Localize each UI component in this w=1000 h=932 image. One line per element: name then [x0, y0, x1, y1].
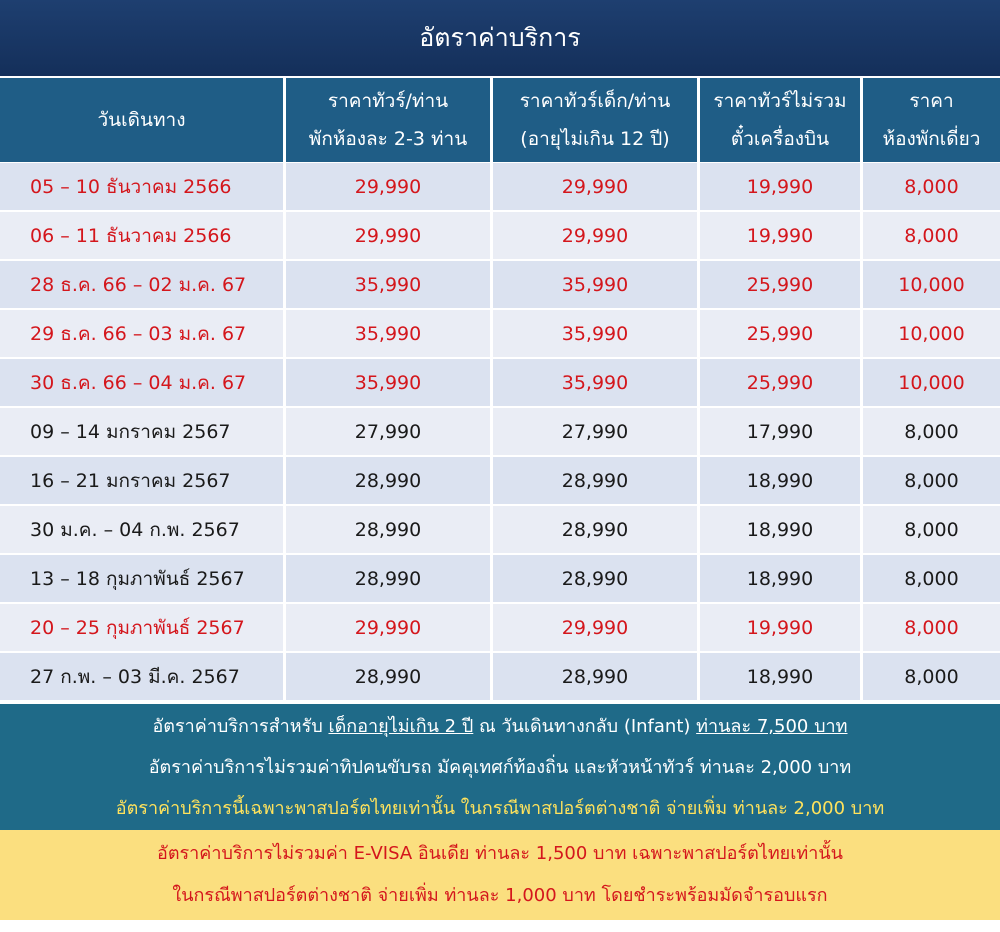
cell-single-room-price: 8,000 — [863, 408, 1000, 455]
cell-date: 29 ธ.ค. 66 – 03 ม.ค. 67 — [0, 310, 286, 357]
table-row — [0, 261, 1000, 310]
table-row — [0, 604, 1000, 653]
header-adult-price — [286, 78, 493, 162]
cell-no-ticket-price: 18,990 — [700, 457, 863, 504]
cell-no-ticket-price: 25,990 — [700, 359, 863, 406]
cell-no-ticket-price: 19,990 — [700, 163, 863, 210]
notes-blue-panel — [0, 704, 1000, 830]
cell-child-price: 29,990 — [493, 163, 700, 210]
header-line: ตั๋วเครื่องบิน — [730, 128, 830, 150]
cell-child-price: 28,990 — [493, 555, 700, 602]
cell-no-ticket-price: 19,990 — [700, 604, 863, 651]
cell-date: 20 – 25 กุมภาพันธ์ 2567 — [0, 604, 286, 651]
cell-single-room-price: 8,000 — [863, 653, 1000, 700]
table-row — [0, 506, 1000, 555]
table-row — [0, 457, 1000, 506]
cell-date: 09 – 14 มกราคม 2567 — [0, 408, 286, 455]
cell-child-price: 29,990 — [493, 212, 700, 259]
cell-adult-price: 28,990 — [286, 653, 493, 700]
cell-adult-price: 29,990 — [286, 163, 493, 210]
note-text: อัตราค่าบริการสำหรับ — [152, 715, 329, 737]
table-row — [0, 359, 1000, 408]
cell-child-price: 28,990 — [493, 506, 700, 553]
cell-date: 30 ธ.ค. 66 – 04 ม.ค. 67 — [0, 359, 286, 406]
tip-note: อัตราค่าบริการไม่รวมค่าทิปคนขับรถ มัคคุเทศก์ท้องถิ่น และหัวหน้าทัวร์ ท่านละ 2,000 บาท — [148, 756, 852, 778]
cell-adult-price: 29,990 — [286, 212, 493, 259]
cell-single-room-price: 8,000 — [863, 212, 1000, 259]
header-no-ticket-price — [700, 78, 863, 162]
cell-adult-price: 29,990 — [286, 604, 493, 651]
cell-child-price: 29,990 — [493, 604, 700, 651]
cell-adult-price: 35,990 — [286, 359, 493, 406]
header-line: ราคาทัวร์/ท่าน — [327, 90, 449, 112]
cell-adult-price: 35,990 — [286, 310, 493, 357]
header-line: (อายุไม่เกิน 12 ปี) — [520, 128, 670, 150]
cell-no-ticket-price: 18,990 — [700, 506, 863, 553]
notes-yellow-panel — [0, 830, 1000, 920]
table-row — [0, 653, 1000, 702]
evisa-note: อัตราค่าบริการไม่รวมค่า E-VISA อินเดีย ท่านละ 1,500 บาท เฉพาะพาสปอร์ตไทยเท่านั้น — [157, 843, 843, 864]
cell-adult-price: 35,990 — [286, 261, 493, 308]
header-line: ราคา — [909, 90, 954, 112]
table-row — [0, 212, 1000, 261]
table-row — [0, 310, 1000, 359]
cell-child-price: 35,990 — [493, 359, 700, 406]
cell-no-ticket-price: 17,990 — [700, 408, 863, 455]
cell-date: 30 ม.ค. – 04 ก.พ. 2567 — [0, 506, 286, 553]
header-line: ราคาทัวร์เด็ก/ท่าน — [519, 90, 671, 112]
cell-no-ticket-price: 18,990 — [700, 555, 863, 602]
header-line: ราคาทัวร์ไม่รวม — [713, 90, 847, 112]
cell-single-room-price: 10,000 — [863, 261, 1000, 308]
cell-child-price: 28,990 — [493, 457, 700, 504]
cell-no-ticket-price: 19,990 — [700, 212, 863, 259]
cell-date: 06 – 11 ธันวาคม 2566 — [0, 212, 286, 259]
cell-date: 05 – 10 ธันวาคม 2566 — [0, 163, 286, 210]
cell-child-price: 35,990 — [493, 310, 700, 357]
cell-no-ticket-price: 18,990 — [700, 653, 863, 700]
cell-single-room-price: 10,000 — [863, 310, 1000, 357]
header-line: วันเดินทาง — [97, 109, 186, 131]
table-body — [0, 163, 1000, 702]
cell-date: 16 – 21 มกราคม 2567 — [0, 457, 286, 504]
note-text: ณ วันเดินทางกลับ (Infant) — [473, 715, 697, 737]
header-child-price — [493, 78, 700, 162]
cell-adult-price: 28,990 — [286, 457, 493, 504]
cell-child-price: 28,990 — [493, 653, 700, 700]
cell-date: 28 ธ.ค. 66 – 02 ม.ค. 67 — [0, 261, 286, 308]
table-title: อัตราค่าบริการ — [0, 0, 1000, 76]
cell-single-room-price: 10,000 — [863, 359, 1000, 406]
cell-child-price: 35,990 — [493, 261, 700, 308]
cell-date: 27 ก.พ. – 03 มี.ค. 2567 — [0, 653, 286, 700]
cell-no-ticket-price: 25,990 — [700, 310, 863, 357]
infant-price-note — [153, 706, 848, 747]
note-text-underlined: เด็กอายุไม่เกิน 2 ปี — [328, 715, 474, 737]
thai-passport-note: อัตราค่าบริการนี้เฉพาะพาสปอร์ตไทยเท่านั้น ในกรณีพาสปอร์ตต่างชาติ จ่ายเพิ่ม ท่านละ 2,000 บาท — [115, 797, 885, 819]
header-line: ห้องพักเดี่ยว — [882, 128, 981, 150]
foreign-passport-note: ในกรณีพาสปอร์ตต่างชาติ จ่ายเพิ่ม ท่านละ 1,000 บาท โดยชำระพร้อมมัดจำรอบแรก — [172, 885, 828, 906]
header-line: พักห้องละ 2-3 ท่าน — [308, 128, 468, 150]
cell-single-room-price: 8,000 — [863, 555, 1000, 602]
table-header-row — [0, 78, 1000, 162]
cell-date: 13 – 18 กุมภาพันธ์ 2567 — [0, 555, 286, 602]
cell-single-room-price: 8,000 — [863, 163, 1000, 210]
cell-single-room-price: 8,000 — [863, 457, 1000, 504]
cell-child-price: 27,990 — [493, 408, 700, 455]
cell-no-ticket-price: 25,990 — [700, 261, 863, 308]
cell-single-room-price: 8,000 — [863, 604, 1000, 651]
header-single-room-price — [863, 78, 1000, 162]
cell-adult-price: 28,990 — [286, 506, 493, 553]
cell-adult-price: 27,990 — [286, 408, 493, 455]
cell-adult-price: 28,990 — [286, 555, 493, 602]
table-row — [0, 163, 1000, 212]
note-text-underlined: ท่านละ 7,500 บาท — [696, 715, 848, 737]
cell-single-room-price: 8,000 — [863, 506, 1000, 553]
table-row — [0, 408, 1000, 457]
header-travel-date — [0, 78, 286, 162]
table-row — [0, 555, 1000, 604]
